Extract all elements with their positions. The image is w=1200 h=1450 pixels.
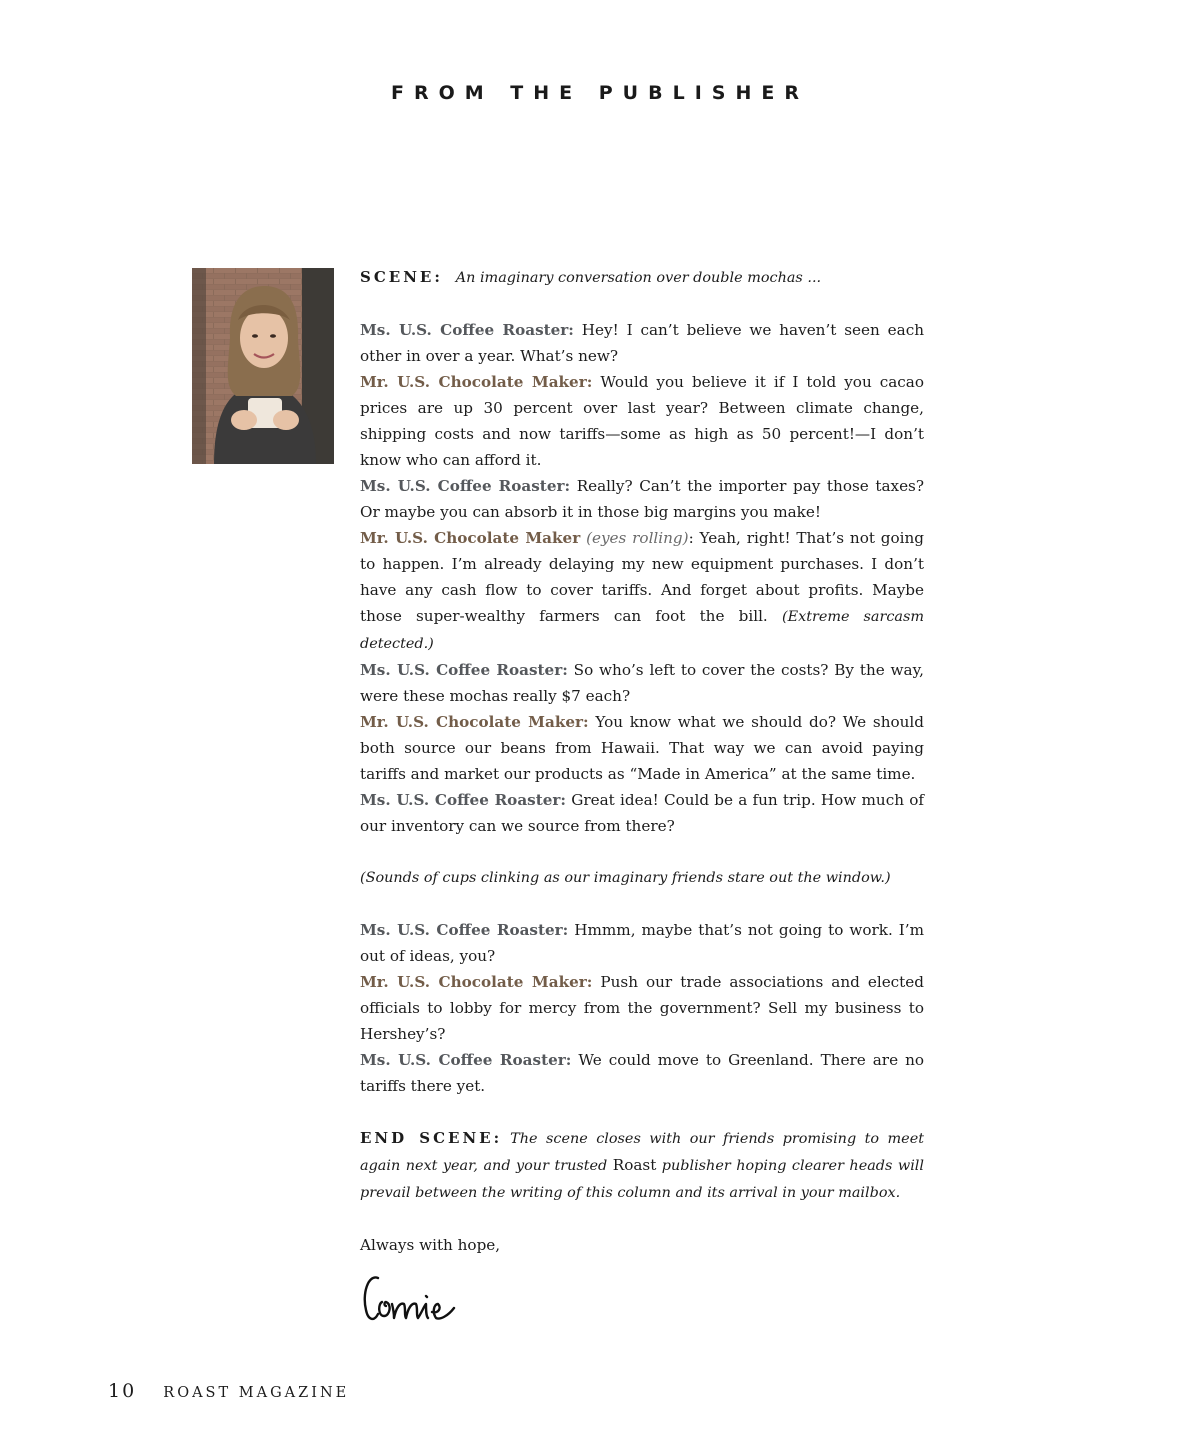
dialogue-text: Really? Can’t the importer pay those taxes? Or maybe you can absorb it in those big margins you make! <box>360 477 924 521</box>
speaker-name: Ms. U.S. Coffee Roaster: <box>360 921 569 939</box>
speaker-name: Mr. U.S. Chocolate Maker: <box>360 973 593 991</box>
scene-description: An imaginary conversation over double mochas ... <box>455 270 822 286</box>
publisher-photo <box>192 268 334 464</box>
dialogue-text: Great idea! Could be a fun trip. How much of our inventory can we source from there? <box>360 791 924 835</box>
publisher-portrait-image <box>192 268 334 464</box>
scene-intro <box>360 264 924 291</box>
magazine-name-inline: Roast <box>612 1156 657 1174</box>
dialogue-text: We could move to Greenland. There are no tariffs there yet. <box>360 1051 924 1095</box>
magazine-name: ROAST MAGAZINE <box>163 1385 350 1401</box>
dialogue-line <box>360 473 924 525</box>
speaker-name: Mr. U.S. Chocolate Maker <box>360 529 581 547</box>
dialogue-text: Hey! I can’t believe we haven’t seen each other in over a year. What’s new? <box>360 321 925 365</box>
dialogue-line <box>360 787 924 839</box>
dialogue-text: So who’s left to cover the costs? By the way, were these mochas really $7 each? <box>360 661 924 705</box>
dialogue-line <box>360 317 924 369</box>
dialogue-text: Would you believe it if I told you cacao prices are up 30 percent over last year? Between climate change, shipping costs and now tariffs—some as high as 50 percent!—I don’t know who can afford it. <box>360 373 924 469</box>
dialogue-line <box>360 657 924 709</box>
dialogue-text: Hmmm, maybe that’s not going to work. I’m out of ideas, you? <box>360 921 924 965</box>
stage-aside: (eyes rolling) <box>586 529 689 547</box>
end-scene-label: END SCENE: <box>360 1129 503 1147</box>
closing-line: Always with hope, <box>360 1236 501 1254</box>
dialogue-line <box>360 917 924 969</box>
speaker-name: Mr. U.S. Chocolate Maker: <box>360 373 593 391</box>
dialogue-line <box>360 369 924 473</box>
dialogue-text: : Yeah, right! That’s not going to happen. I’m already delaying my new equipment purchases. I don’t have any cash flow to cover tariffs. And forget about profits. Maybe those super-wealthy farmers can foot the bill. <box>360 529 925 625</box>
speaker-name: Mr. U.S. Chocolate Maker: <box>360 713 589 731</box>
column-body <box>360 264 924 1338</box>
page-footer <box>108 1380 349 1402</box>
end-scene <box>360 1125 924 1206</box>
dialogue-text: Push our trade associations and elected officials to lobby for mercy from the government? Sell my business to Hershey’s? <box>360 973 924 1043</box>
speaker-name: Ms. U.S. Coffee Roaster: <box>360 477 571 495</box>
stage-direction: (Sounds of cups clinking as our imaginary friends stare out the window.) <box>360 870 891 886</box>
dialogue-line <box>360 709 924 787</box>
dialogue-line <box>360 969 924 1047</box>
signature <box>360 1264 924 1338</box>
end-scene-text: The scene closes with our friends promising to meet again next year, and your trusted <box>360 1131 924 1174</box>
page-number: 10 <box>108 1380 137 1402</box>
end-scene-text-cont: publisher hoping clearer heads will prevail between the writing of this column and its arrival in your mailbox. <box>360 1158 925 1201</box>
signature-image <box>360 1264 470 1330</box>
speaker-name: Ms. U.S. Coffee Roaster: <box>360 1051 572 1069</box>
scene-label: SCENE: <box>360 268 443 286</box>
dialogue-text: You know what we should do? We should both source our beans from Hawaii. That way we can avoid paying tariffs and market our products as “Made in America” at the same time. <box>360 713 925 783</box>
speaker-name: Ms. U.S. Coffee Roaster: <box>360 661 568 679</box>
dialogue-line <box>360 525 924 657</box>
speaker-name: Ms. U.S. Coffee Roaster: <box>360 321 574 339</box>
dialogue-line <box>360 1047 924 1099</box>
page-title: FROM THE PUBLISHER <box>391 82 809 104</box>
speaker-name: Ms. U.S. Coffee Roaster: <box>360 791 566 809</box>
sarcasm-note: (Extreme sarcasm detected.) <box>360 609 925 652</box>
